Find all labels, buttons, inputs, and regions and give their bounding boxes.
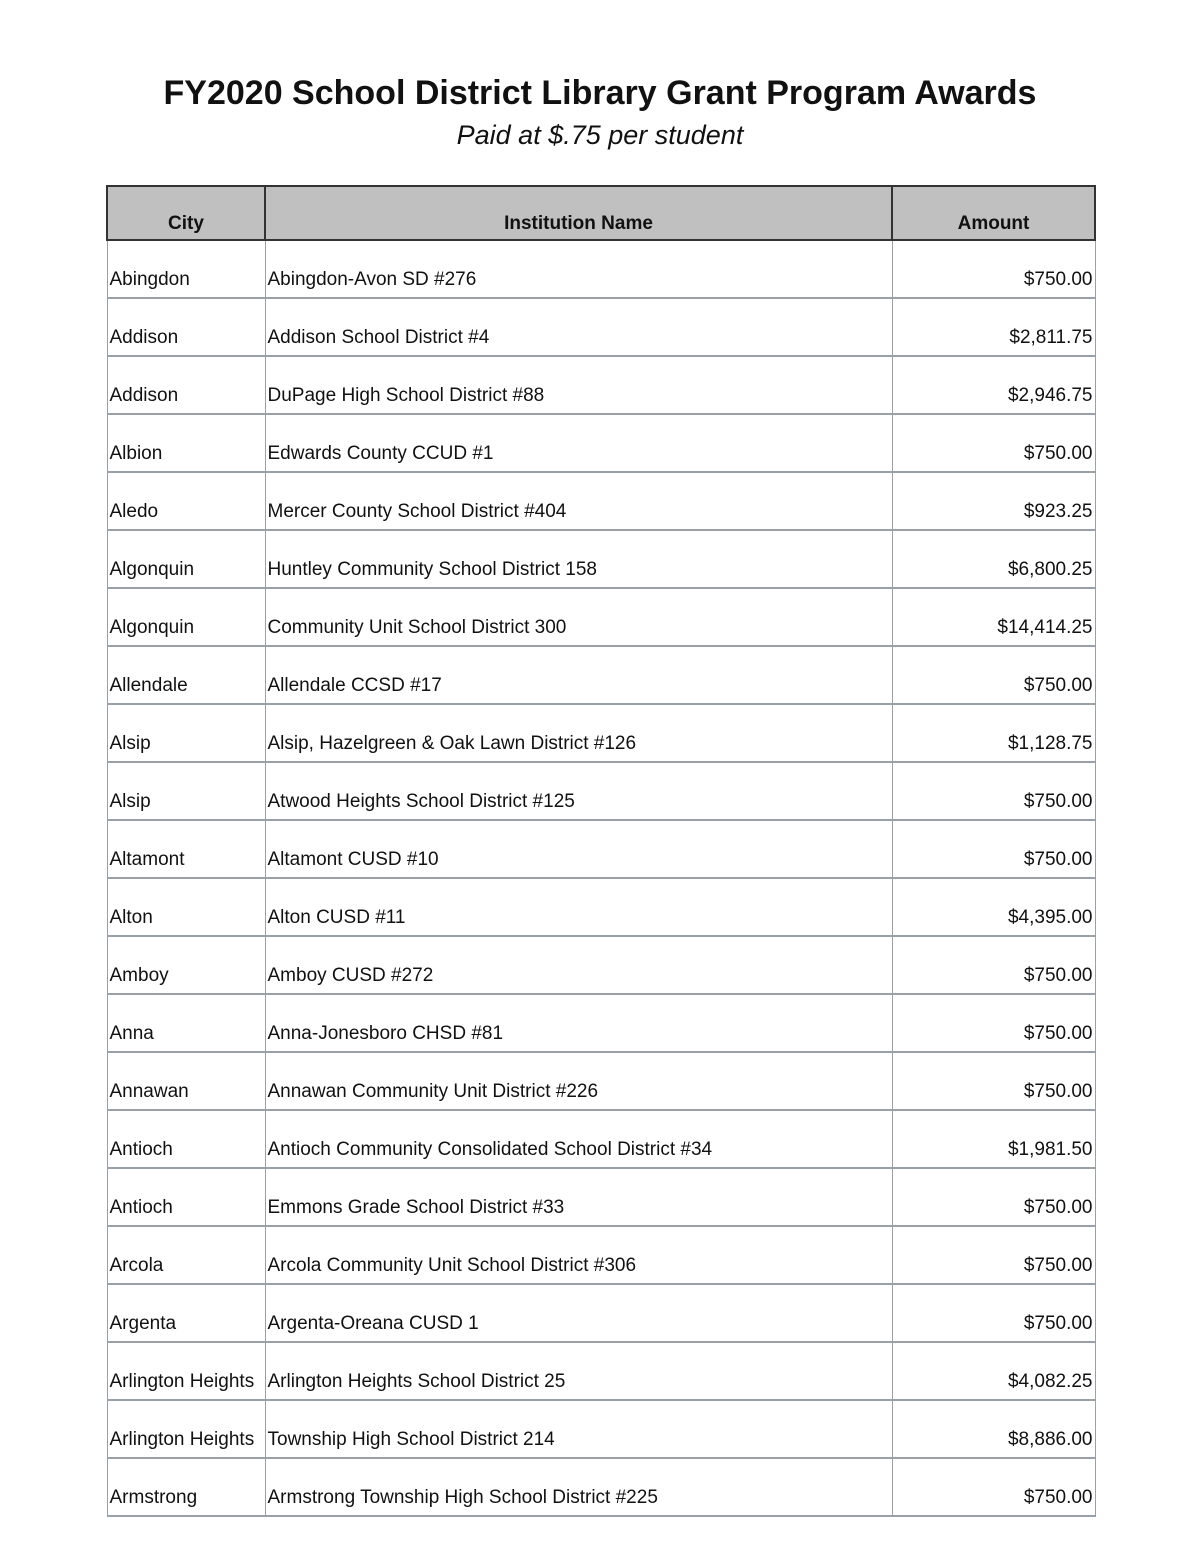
table-row <box>107 414 1095 472</box>
cell-amount: $750.00 <box>892 1458 1095 1516</box>
cell-city: Alsip <box>107 704 265 762</box>
cell-city: Altamont <box>107 820 265 878</box>
cell-institution: Annawan Community Unit District #226 <box>265 1052 892 1110</box>
table-row <box>107 356 1095 414</box>
cell-city: Arlington Heights <box>107 1400 265 1458</box>
awards-table <box>106 185 1096 1517</box>
cell-city: Anna <box>107 994 265 1052</box>
cell-city: Antioch <box>107 1168 265 1226</box>
cell-city: Arcola <box>107 1226 265 1284</box>
table-row <box>107 936 1095 994</box>
cell-city: Amboy <box>107 936 265 994</box>
table-row <box>107 298 1095 356</box>
table-row <box>107 1168 1095 1226</box>
cell-institution: Addison School District #4 <box>265 298 892 356</box>
table-row <box>107 878 1095 936</box>
cell-amount: $2,811.75 <box>892 298 1095 356</box>
cell-amount: $750.00 <box>892 820 1095 878</box>
cell-institution: Argenta-Oreana CUSD 1 <box>265 1284 892 1342</box>
cell-institution: Atwood Heights School District #125 <box>265 762 892 820</box>
cell-institution: Abingdon-Avon SD #276 <box>265 240 892 298</box>
cell-amount: $750.00 <box>892 1052 1095 1110</box>
header-city: City <box>107 186 265 240</box>
cell-city: Armstrong <box>107 1458 265 1516</box>
cell-amount: $750.00 <box>892 994 1095 1052</box>
table-row <box>107 240 1095 298</box>
cell-amount: $1,128.75 <box>892 704 1095 762</box>
cell-institution: Township High School District 214 <box>265 1400 892 1458</box>
table-row <box>107 588 1095 646</box>
cell-amount: $750.00 <box>892 762 1095 820</box>
cell-city: Albion <box>107 414 265 472</box>
cell-city: Antioch <box>107 1110 265 1168</box>
cell-amount: $750.00 <box>892 646 1095 704</box>
table-row <box>107 1458 1095 1516</box>
cell-city: Arlington Heights <box>107 1342 265 1400</box>
cell-city: Abingdon <box>107 240 265 298</box>
cell-amount: $750.00 <box>892 240 1095 298</box>
table-row <box>107 1342 1095 1400</box>
table-row <box>107 646 1095 704</box>
header-row <box>107 186 1095 240</box>
table-row <box>107 994 1095 1052</box>
cell-amount: $750.00 <box>892 1226 1095 1284</box>
cell-amount: $750.00 <box>892 1284 1095 1342</box>
cell-city: Aledo <box>107 472 265 530</box>
cell-city: Algonquin <box>107 588 265 646</box>
header-institution: Institution Name <box>265 186 892 240</box>
cell-amount: $750.00 <box>892 414 1095 472</box>
table-row <box>107 472 1095 530</box>
cell-amount: $2,946.75 <box>892 356 1095 414</box>
cell-amount: $4,395.00 <box>892 878 1095 936</box>
cell-institution: Anna-Jonesboro CHSD #81 <box>265 994 892 1052</box>
cell-city: Alton <box>107 878 265 936</box>
table-row <box>107 820 1095 878</box>
cell-amount: $1,981.50 <box>892 1110 1095 1168</box>
table-row <box>107 1052 1095 1110</box>
table-row <box>107 1226 1095 1284</box>
table-row <box>107 1400 1095 1458</box>
table-row <box>107 762 1095 820</box>
cell-city: Addison <box>107 298 265 356</box>
cell-amount: $750.00 <box>892 1168 1095 1226</box>
cell-institution: Armstrong Township High School District #225 <box>265 1458 892 1516</box>
page-title: FY2020 School District Library Grant Program Awards <box>163 74 1037 112</box>
cell-institution: Community Unit School District 300 <box>265 588 892 646</box>
cell-amount: $4,082.25 <box>892 1342 1095 1400</box>
cell-amount: $750.00 <box>892 936 1095 994</box>
cell-institution: Allendale CCSD #17 <box>265 646 892 704</box>
cell-city: Algonquin <box>107 530 265 588</box>
cell-institution: Mercer County School District #404 <box>265 472 892 530</box>
page-subtitle: Paid at $.75 per student <box>456 120 744 150</box>
cell-amount: $923.25 <box>892 472 1095 530</box>
cell-institution: Alton CUSD #11 <box>265 878 892 936</box>
cell-institution: Antioch Community Consolidated School District #34 <box>265 1110 892 1168</box>
cell-institution: Huntley Community School District 158 <box>265 530 892 588</box>
cell-institution: Amboy CUSD #272 <box>265 936 892 994</box>
cell-amount: $6,800.25 <box>892 530 1095 588</box>
cell-institution: Altamont CUSD #10 <box>265 820 892 878</box>
cell-institution: Emmons Grade School District #33 <box>265 1168 892 1226</box>
cell-city: Allendale <box>107 646 265 704</box>
table-row <box>107 1284 1095 1342</box>
cell-amount: $14,414.25 <box>892 588 1095 646</box>
cell-amount: $8,886.00 <box>892 1400 1095 1458</box>
cell-institution: DuPage High School District #88 <box>265 356 892 414</box>
cell-institution: Arcola Community Unit School District #306 <box>265 1226 892 1284</box>
cell-city: Alsip <box>107 762 265 820</box>
table-row <box>107 530 1095 588</box>
cell-institution: Arlington Heights School District 25 <box>265 1342 892 1400</box>
cell-institution: Alsip, Hazelgreen & Oak Lawn District #126 <box>265 704 892 762</box>
cell-city: Argenta <box>107 1284 265 1342</box>
table-row <box>107 704 1095 762</box>
cell-city: Annawan <box>107 1052 265 1110</box>
cell-city: Addison <box>107 356 265 414</box>
table-row <box>107 1110 1095 1168</box>
cell-institution: Edwards County CCUD #1 <box>265 414 892 472</box>
header-amount: Amount <box>892 186 1095 240</box>
